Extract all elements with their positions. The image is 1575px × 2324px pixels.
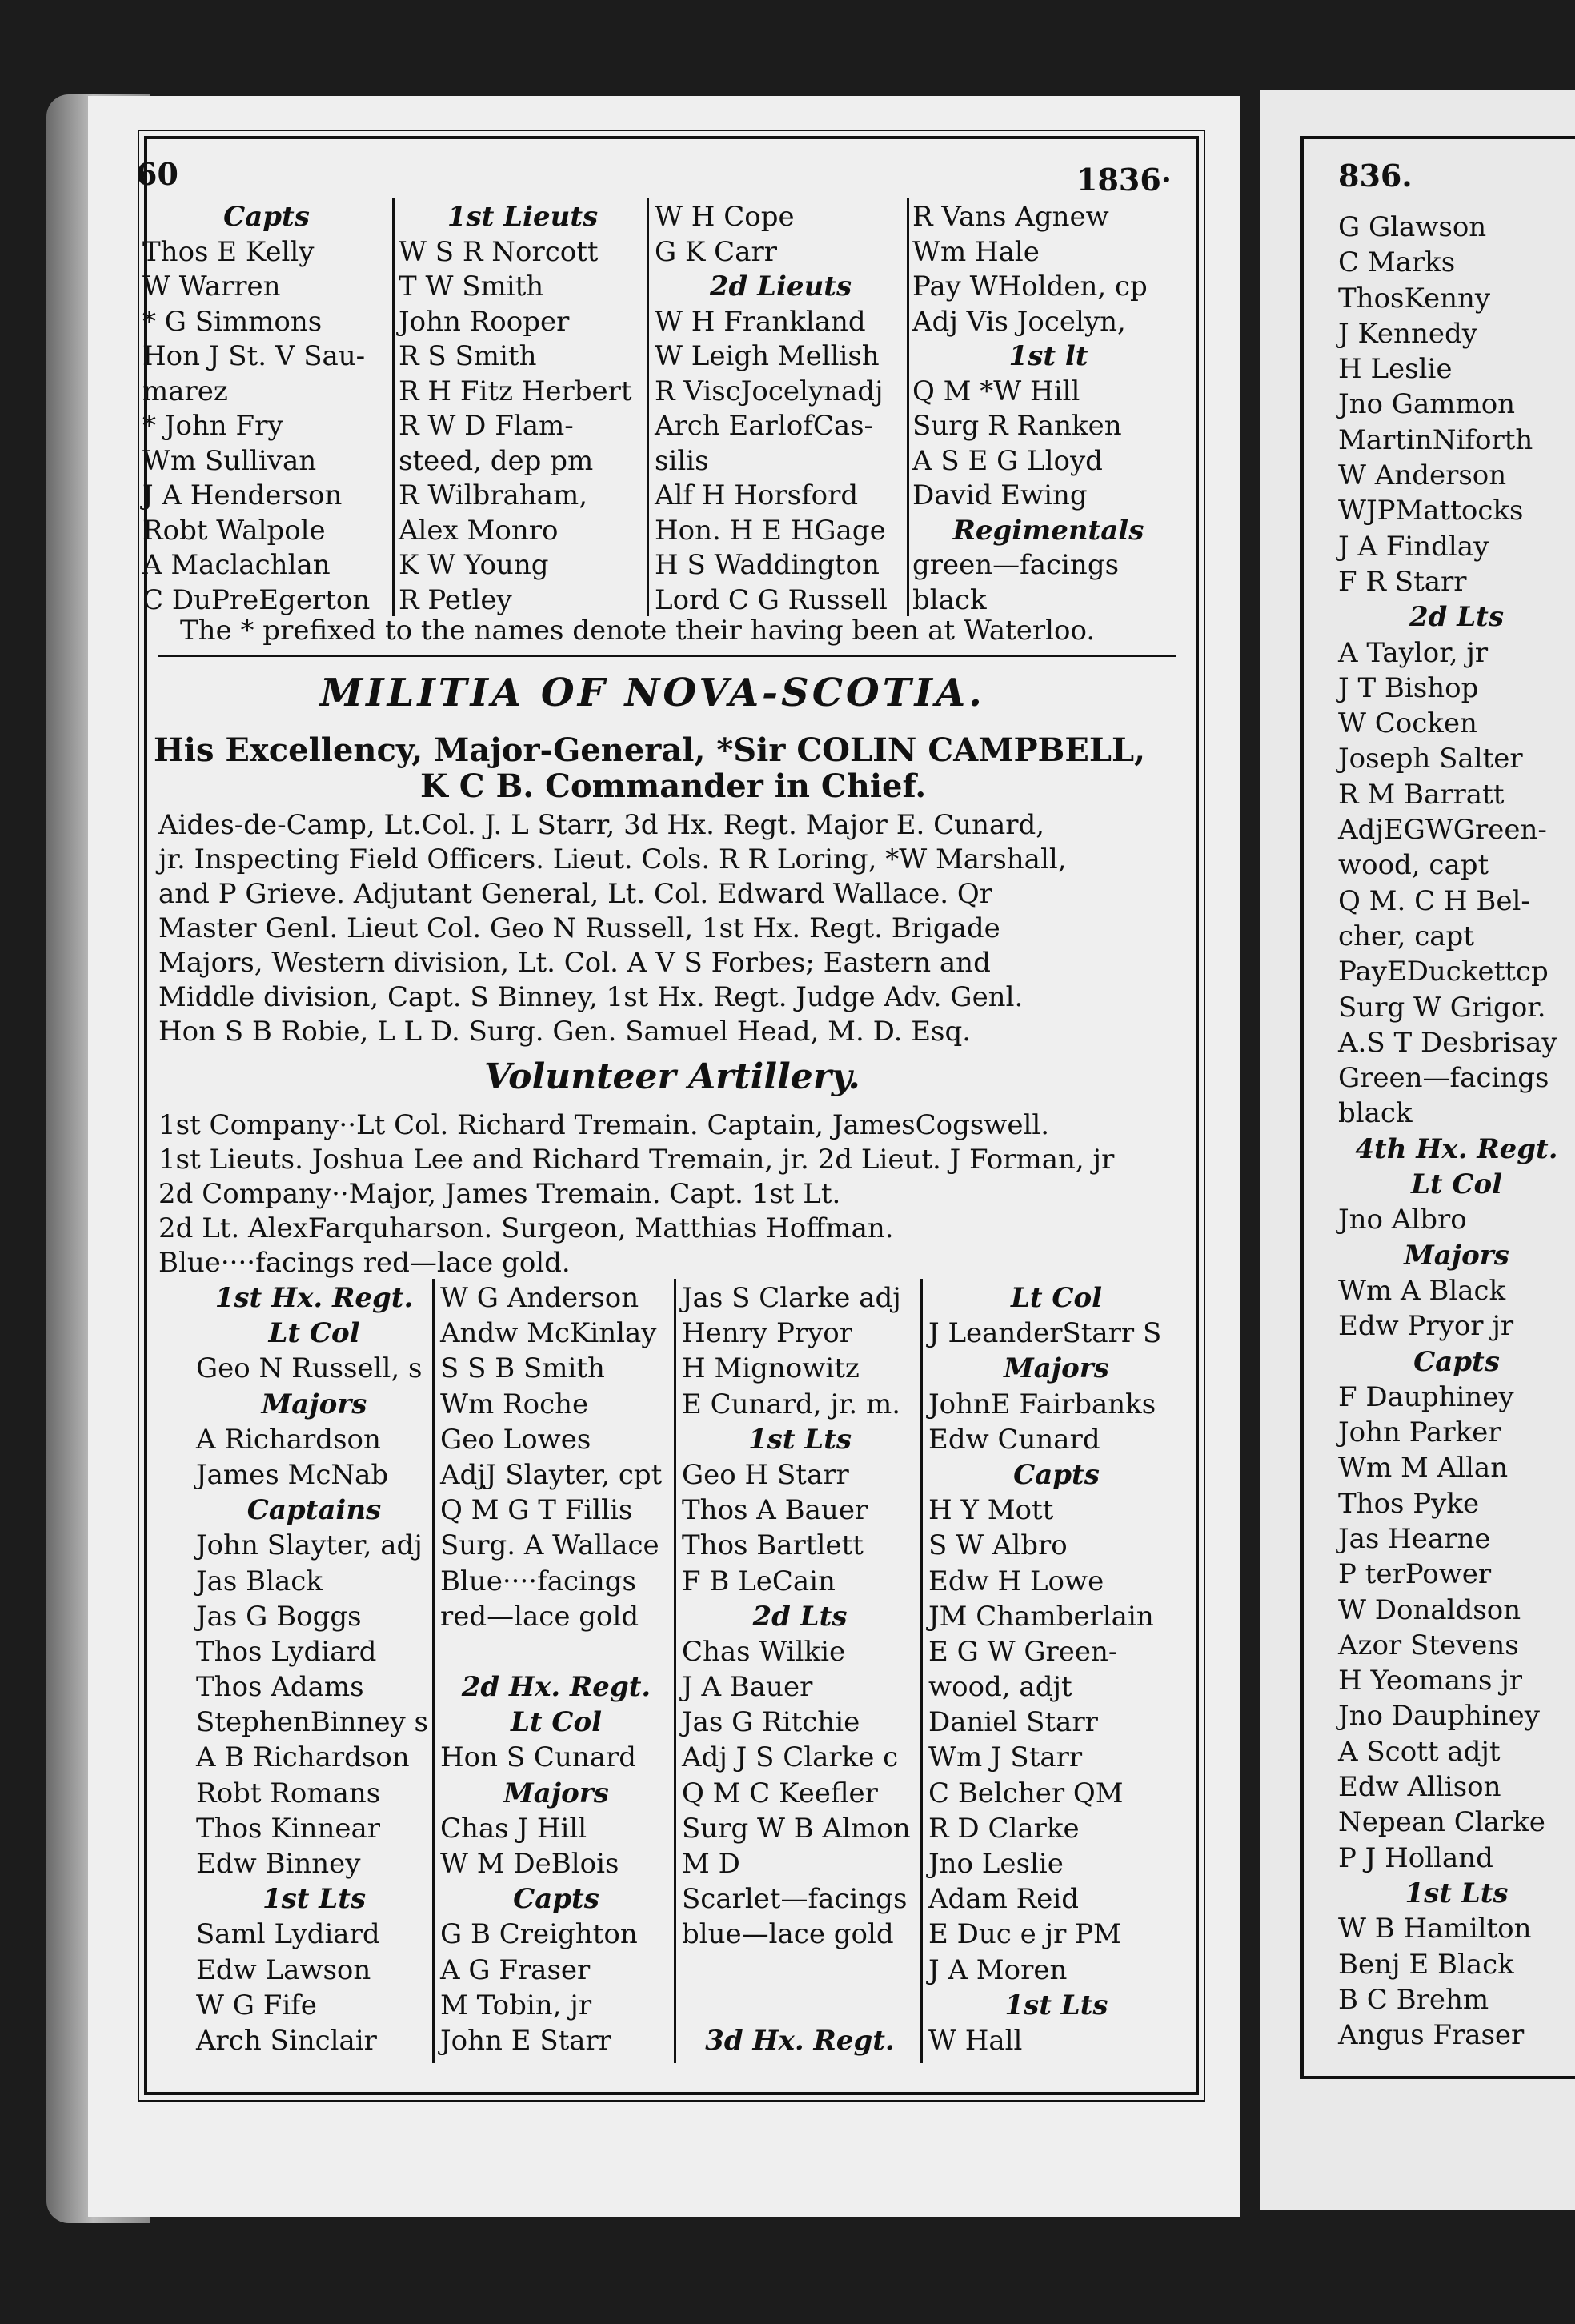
officer-name: A.S T Desbrisay bbox=[1338, 1026, 1557, 1059]
officer-name: H Yeomans jr bbox=[1338, 1665, 1522, 1697]
officer-name: Thos Bartlett bbox=[682, 1529, 864, 1562]
officer-name: R ViscJocelynadj bbox=[655, 375, 884, 407]
officer-name: wood, adjt bbox=[928, 1671, 1072, 1704]
officer-name: Hon J St. V Sau- bbox=[142, 340, 366, 372]
artillery-line: Blue····facings red—lace gold. bbox=[158, 1247, 571, 1279]
officer-name: Surg R Ranken bbox=[912, 410, 1122, 442]
officer-name: E Cunard, jr. m. bbox=[682, 1388, 901, 1420]
left-page-year: 1836· bbox=[1076, 162, 1172, 198]
officer-name: A Maclachlan bbox=[142, 549, 331, 581]
officer-name: steed, dep pm bbox=[399, 444, 594, 477]
officer-name: Joseph Salter bbox=[1338, 743, 1523, 775]
officer-name: * G Simmons bbox=[142, 305, 323, 338]
officer-name: Edw Allison bbox=[1338, 1771, 1501, 1804]
volunteer-artillery-title: Volunteer Artillery. bbox=[484, 1056, 860, 1097]
officer-name: C Marks bbox=[1338, 246, 1456, 279]
commander-line-1: His Excellency, Major-General, *Sir COLIN CAMPBELL, bbox=[154, 731, 1146, 769]
officer-name: Lord C G Russell bbox=[655, 583, 888, 616]
section-rule bbox=[158, 655, 1176, 657]
officer-name: C DuPreEgerton bbox=[142, 583, 371, 616]
officer-name: B C Brehm bbox=[1338, 1983, 1489, 2016]
rank-heading: 2d Lts bbox=[752, 1600, 848, 1633]
officer-name: J A Bauer bbox=[682, 1671, 813, 1704]
officer-name: Thos A Bauer bbox=[682, 1494, 868, 1527]
officer-name: wood, capt bbox=[1338, 849, 1489, 882]
officer-name: C Belcher QM bbox=[928, 1777, 1124, 1809]
column-rule bbox=[920, 1279, 923, 2063]
officer-name: Benj E Black bbox=[1338, 1948, 1514, 1981]
officer-name: Jas S Clarke adj bbox=[682, 1282, 901, 1314]
officer-name: T W Smith bbox=[399, 270, 544, 303]
rank-heading: Majors bbox=[1004, 1352, 1109, 1385]
officer-name: James McNab bbox=[196, 1458, 389, 1491]
rank-heading: Capts bbox=[1013, 1458, 1100, 1491]
rank-heading: Majors bbox=[503, 1777, 609, 1809]
officer-name: Wm Hale bbox=[912, 235, 1040, 268]
officer-name: W G Anderson bbox=[440, 1282, 639, 1314]
officer-name: ThosKenny bbox=[1338, 282, 1491, 315]
staff-line: Hon S B Robie, L L D. Surg. Gen. Samuel Head, M. D. Esq. bbox=[158, 1016, 972, 1048]
officer-name: JM Chamberlain bbox=[928, 1600, 1154, 1633]
staff-line: and P Grieve. Adjutant General, Lt. Col. Edward Wallace. Qr bbox=[158, 878, 992, 910]
officer-name: R W D Flam- bbox=[399, 410, 574, 442]
officer-name: PayEDuckettcp bbox=[1338, 956, 1549, 988]
officer-name bbox=[682, 1988, 918, 2023]
officer-name: Q M G T Fillis bbox=[440, 1494, 633, 1527]
officer-name: Wm Sullivan bbox=[142, 444, 317, 477]
officer-name: E Duc e jr PM bbox=[928, 1918, 1121, 1951]
rank-heading: 2d Lieuts bbox=[709, 270, 852, 303]
officer-column-2d-lieuts bbox=[655, 200, 907, 618]
officer-name: Wm A Black bbox=[1338, 1274, 1506, 1307]
rank-heading: 1st Lts bbox=[1405, 1877, 1509, 1909]
officer-name: cher, capt bbox=[1338, 920, 1474, 952]
officer-name: John Rooper bbox=[399, 305, 570, 338]
officer-name: Wm M Allan bbox=[1338, 1452, 1509, 1485]
officer-name: R D Clarke bbox=[928, 1812, 1080, 1845]
officer-name: Alf H Horsford bbox=[655, 479, 859, 511]
officer-name: WJPMattocks bbox=[1338, 495, 1524, 527]
officer-name: K W Young bbox=[399, 549, 549, 581]
officer-name: Thos Adams bbox=[196, 1671, 364, 1704]
officer-name: Thos Lydiard bbox=[196, 1635, 377, 1668]
rank-heading: Majors bbox=[1404, 1239, 1509, 1272]
officer-name: F R Starr bbox=[1338, 565, 1467, 598]
rank-heading: Capts bbox=[223, 201, 310, 233]
staff-line: Middle division, Capt. S Binney, 1st Hx. Regt. Judge Adv. Genl. bbox=[158, 981, 1024, 1013]
officer-name: Edw Cunard bbox=[928, 1423, 1100, 1456]
officer-name: Scarlet—facings bbox=[682, 1883, 908, 1916]
officer-name: Jas G Boggs bbox=[196, 1600, 362, 1633]
regiment-heading: 1st Hx. Regt. bbox=[214, 1282, 414, 1314]
officer-name: Geo Lowes bbox=[440, 1423, 591, 1456]
regiment-column-1st-hx bbox=[196, 1280, 432, 2058]
officer-name bbox=[682, 1953, 918, 1988]
officer-name: H Leslie bbox=[1338, 353, 1453, 386]
officer-name: Nepean Clarke bbox=[1338, 1806, 1545, 1839]
officer-name: A Richardson bbox=[196, 1423, 381, 1456]
officer-name: Blue····facings bbox=[440, 1565, 636, 1597]
officer-name: W M DeBlois bbox=[440, 1848, 619, 1880]
officer-name: silis bbox=[655, 444, 709, 477]
officer-name: R H Fitz Herbert bbox=[399, 375, 632, 407]
officer-name: Robt Romans bbox=[196, 1777, 381, 1809]
officer-name: A Scott adjt bbox=[1338, 1735, 1501, 1768]
officer-name: Thos E Kelly bbox=[142, 235, 315, 268]
officer-name: P J Holland bbox=[1338, 1841, 1493, 1874]
officer-name: J LeanderStarr S bbox=[928, 1317, 1162, 1350]
regiment-column-3d-hx bbox=[928, 1280, 1184, 2058]
officer-name: * John Fry bbox=[142, 410, 283, 442]
officer-name: Pay WHolden, cp bbox=[912, 270, 1148, 303]
officer-name: W Donaldson bbox=[1338, 1593, 1521, 1626]
officer-name: Jno Dauphiney bbox=[1338, 1700, 1540, 1733]
regiment-column-mixed bbox=[682, 1280, 918, 2058]
rank-heading: 1st Lieuts bbox=[447, 201, 599, 233]
officer-name: Jno Gammon bbox=[1338, 388, 1516, 421]
officer-name: John Slayter, adj bbox=[196, 1529, 423, 1562]
officer-name: W S R Norcott bbox=[399, 235, 599, 268]
officer-name: Edw Lawson bbox=[196, 1953, 371, 1986]
rank-heading: Lt Col bbox=[268, 1317, 360, 1350]
officer-name: JohnE Fairbanks bbox=[928, 1388, 1156, 1420]
officer-name: H S Waddington bbox=[655, 549, 880, 581]
rank-heading: Lt Col bbox=[510, 1706, 603, 1739]
officer-name: Jno Leslie bbox=[928, 1848, 1064, 1880]
regiment-heading: 2d Hx. Regt. bbox=[461, 1671, 651, 1704]
officer-name: W B Hamilton bbox=[1338, 1913, 1532, 1945]
officer-name: Edw Pryor jr bbox=[1338, 1310, 1514, 1343]
officer-name: W G Fife bbox=[196, 1989, 317, 2021]
officer-name: John Parker bbox=[1338, 1416, 1501, 1449]
officer-name: W Hall bbox=[928, 2024, 1023, 2057]
regiment-heading: 4th Hx. Regt. bbox=[1355, 1132, 1558, 1165]
officer-name: G K Carr bbox=[655, 235, 777, 268]
militia-title: MILITIA OF NOVA-SCOTIA. bbox=[320, 671, 985, 715]
officer-name: W Cocken bbox=[1338, 707, 1477, 740]
officer-name: H Mignowitz bbox=[682, 1352, 860, 1385]
officer-name: S W Albro bbox=[928, 1529, 1068, 1562]
officer-name: Surg. A Wallace bbox=[440, 1529, 659, 1562]
officer-name: Jas Black bbox=[196, 1565, 323, 1597]
officer-name: Adj Vis Jocelyn, bbox=[912, 305, 1126, 338]
officer-name: F B LeCain bbox=[682, 1565, 836, 1597]
officer-name: Robt Walpole bbox=[142, 514, 326, 547]
officer-name: Thos Pyke bbox=[1338, 1487, 1480, 1520]
officer-name: A Taylor, jr bbox=[1338, 636, 1489, 669]
staff-line: Aides-de-Camp, Lt.Col. J. L Starr, 3d Hx. Regt. Major E. Cunard, bbox=[158, 809, 1045, 841]
officer-name: Wm J Starr bbox=[928, 1741, 1083, 1774]
staff-line: Majors, Western division, Lt. Col. A V S Forbes; Eastern and bbox=[158, 947, 991, 979]
officer-name: J Kennedy bbox=[1338, 317, 1477, 350]
officer-name: M D bbox=[682, 1848, 740, 1880]
artillery-line: 2d Lt. AlexFarquharson. Surgeon, Matthias Hoffman. bbox=[158, 1212, 894, 1244]
officer-name: Alex Monro bbox=[399, 514, 559, 547]
right-page-officer-list bbox=[1338, 210, 1575, 2053]
rank-heading: 1st Lts bbox=[262, 1883, 367, 1916]
officer-name: J A Findlay bbox=[1338, 530, 1489, 563]
officer-name: Henry Pryor bbox=[682, 1317, 852, 1350]
officer-name: Saml Lydiard bbox=[196, 1918, 380, 1951]
officer-name: F Dauphiney bbox=[1338, 1380, 1514, 1413]
officer-name: StephenBinney s bbox=[196, 1706, 428, 1739]
staff-line: jr. Inspecting Field Officers. Lieut. Cols. R R Loring, *W Marshall, bbox=[158, 843, 1067, 876]
regiment-column-2d-hx bbox=[440, 1280, 672, 2058]
officer-name: W Warren bbox=[142, 270, 281, 303]
officer-name: Arch Sinclair bbox=[196, 2024, 377, 2057]
officer-name: Hon. H E HGage bbox=[655, 514, 886, 547]
artillery-line: 2d Company··Major, James Tremain. Capt. 1st Lt. bbox=[158, 1178, 841, 1210]
officer-name: green—facings bbox=[912, 549, 1120, 581]
rank-heading: Lt Col bbox=[1410, 1168, 1503, 1201]
officer-name: MartinNiforth bbox=[1338, 423, 1533, 456]
officer-name: Azor Stevens bbox=[1338, 1629, 1519, 1661]
waterloo-footnote: The * prefixed to the names denote their having been at Waterloo. bbox=[180, 615, 1096, 647]
column-rule bbox=[647, 198, 649, 616]
staff-appointments bbox=[158, 808, 1175, 1049]
officer-name: Q M C Keefler bbox=[682, 1777, 878, 1809]
rank-heading: Lt Col bbox=[1010, 1282, 1103, 1314]
officer-name: Surg W Grigor. bbox=[1338, 991, 1546, 1024]
officer-name: David Ewing bbox=[912, 479, 1088, 511]
officer-name: G B Creighton bbox=[440, 1918, 638, 1951]
officer-name: Chas Wilkie bbox=[682, 1635, 846, 1668]
officer-name: Adj J S Clarke c bbox=[682, 1741, 899, 1774]
officer-name: Arch EarlofCas- bbox=[655, 410, 874, 442]
officer-name: marez bbox=[142, 375, 228, 407]
officer-name: blue—lace gold bbox=[682, 1918, 894, 1951]
officer-name: Thos Kinnear bbox=[196, 1812, 381, 1845]
officer-name: P terPower bbox=[1338, 1558, 1492, 1591]
rank-heading: 2d Lts bbox=[1409, 601, 1505, 634]
officer-name: Geo N Russell, s bbox=[196, 1352, 423, 1385]
regiment-heading: 3d Hx. Regt. bbox=[705, 2024, 895, 2057]
officer-name: red—lace gold bbox=[440, 1600, 639, 1633]
officer-name: Hon S Cunard bbox=[440, 1741, 637, 1774]
rank-heading: Captains bbox=[246, 1494, 382, 1527]
officer-name: S S B Smith bbox=[440, 1352, 605, 1385]
officer-name: Adam Reid bbox=[928, 1883, 1079, 1916]
officer-name: A B Richardson bbox=[196, 1741, 410, 1774]
officer-name: R Wilbraham, bbox=[399, 479, 588, 511]
officer-name: M Tobin, jr bbox=[440, 1989, 592, 2021]
staff-line: Master Genl. Lieut Col. Geo N Russell, 1st Hx. Regt. Brigade bbox=[158, 912, 1000, 944]
officer-name: AdjJ Slayter, cpt bbox=[440, 1458, 663, 1491]
officer-name: Wm Roche bbox=[440, 1388, 589, 1420]
rank-heading: Regimentals bbox=[952, 514, 1144, 547]
column-rule bbox=[907, 198, 909, 616]
officer-name: Andw McKinlay bbox=[440, 1317, 657, 1350]
artillery-line: 1st Company··Lt Col. Richard Tremain. Captain, JamesCogswell. bbox=[158, 1109, 1050, 1141]
artillery-details bbox=[158, 1108, 1175, 1280]
left-page-number: 60 bbox=[136, 156, 178, 192]
officer-name: black bbox=[1338, 1097, 1413, 1130]
officer-name: Angus Fraser bbox=[1338, 2019, 1525, 2052]
column-rule bbox=[432, 1279, 435, 2063]
officer-name: W H Frankland bbox=[655, 305, 866, 338]
officer-name: Q M *W Hill bbox=[912, 375, 1080, 407]
rank-heading: Capts bbox=[1413, 1345, 1500, 1378]
officer-column-staff bbox=[912, 200, 1184, 618]
rank-heading: Capts bbox=[513, 1883, 599, 1916]
right-page-number: 836. bbox=[1338, 158, 1413, 194]
officer-name: AdjEGWGreen- bbox=[1338, 814, 1547, 847]
officer-name: Chas J Hill bbox=[440, 1812, 587, 1845]
officer-name: R M Barratt bbox=[1338, 778, 1505, 811]
officer-name: R Vans Agnew bbox=[912, 201, 1109, 233]
officer-column-1st-lieuts bbox=[399, 200, 647, 618]
commander-line-2: K C B. Commander in Chief. bbox=[420, 767, 927, 805]
officer-name: A S E G Lloyd bbox=[912, 444, 1103, 477]
officer-name: W H Cope bbox=[655, 201, 795, 233]
officer-name: Geo H Starr bbox=[682, 1458, 849, 1491]
officer-name: E G W Green- bbox=[928, 1635, 1118, 1668]
officer-name: Edw H Lowe bbox=[928, 1565, 1104, 1597]
officer-name: W Leigh Mellish bbox=[655, 340, 880, 372]
officer-name: Edw Binney bbox=[196, 1848, 361, 1880]
officer-name: John E Starr bbox=[440, 2024, 612, 2057]
officer-name: Jno Albro bbox=[1338, 1204, 1467, 1236]
column-rule bbox=[392, 198, 395, 616]
officer-name: J T Bishop bbox=[1338, 671, 1479, 704]
officer-name: R S Smith bbox=[399, 340, 537, 372]
officer-name: Daniel Starr bbox=[928, 1706, 1098, 1739]
officer-name: A G Fraser bbox=[440, 1953, 591, 1986]
officer-name: Green—facings bbox=[1338, 1062, 1549, 1095]
column-rule bbox=[674, 1279, 676, 2063]
officer-name: Jas G Ritchie bbox=[682, 1706, 860, 1739]
officer-name bbox=[440, 1634, 672, 1669]
officer-name: Q M. C H Bel- bbox=[1338, 884, 1530, 917]
rank-heading: 1st lt bbox=[1008, 340, 1088, 372]
officer-name: J A Henderson bbox=[142, 479, 343, 511]
officer-name: Surg W B Almon bbox=[682, 1812, 911, 1845]
officer-name: Jas Hearne bbox=[1338, 1522, 1491, 1555]
officer-name: R Petley bbox=[399, 583, 512, 616]
officer-name: black bbox=[912, 583, 987, 616]
artillery-line: 1st Lieuts. Joshua Lee and Richard Tremain, jr. 2d Lieut. J Forman, jr bbox=[158, 1144, 1115, 1176]
officer-name: W Anderson bbox=[1338, 459, 1507, 492]
officer-name: G Glawson bbox=[1338, 211, 1487, 243]
rank-heading: 1st Lts bbox=[1004, 1989, 1108, 2021]
officer-name: H Y Mott bbox=[928, 1494, 1054, 1527]
rank-heading: 1st Lts bbox=[747, 1423, 852, 1456]
rank-heading: Majors bbox=[261, 1388, 367, 1420]
officer-column-capts bbox=[142, 200, 391, 618]
officer-name: J A Moren bbox=[928, 1953, 1068, 1986]
